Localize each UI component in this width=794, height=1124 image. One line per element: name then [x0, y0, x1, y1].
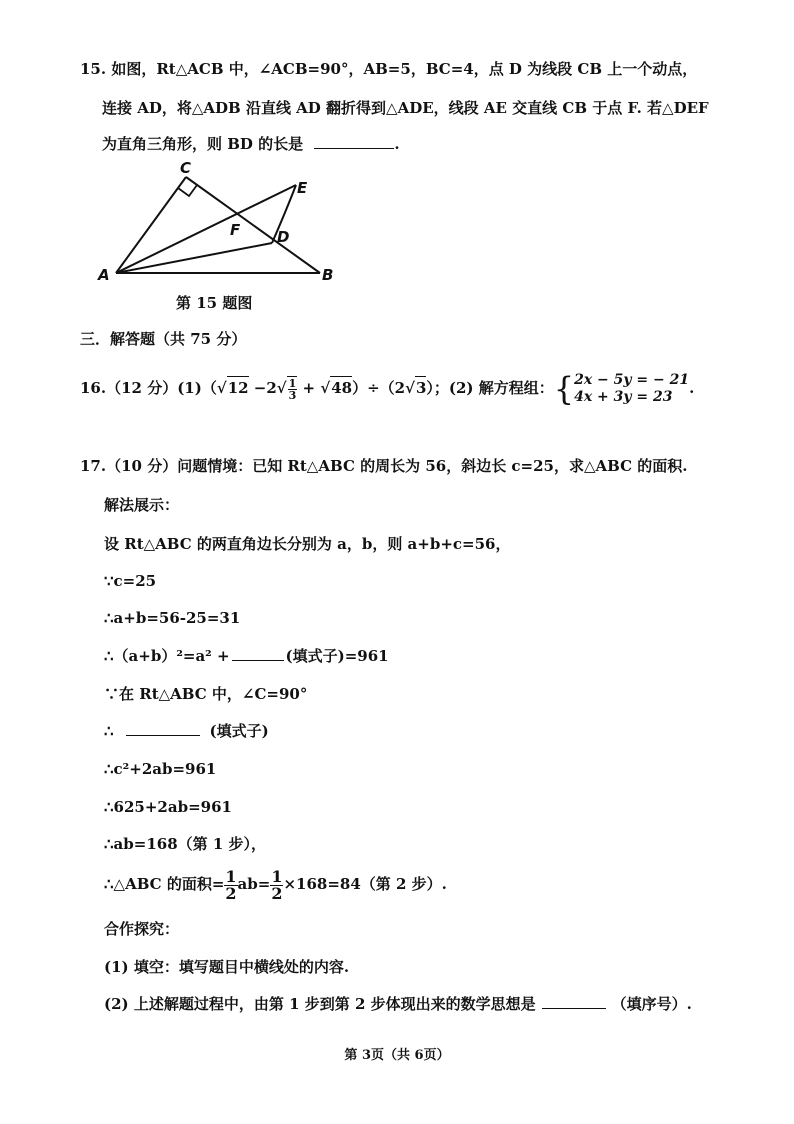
q16-plus: +	[297, 379, 321, 397]
q17-therefore: ∴	[104, 722, 114, 740]
q17-frac2-num: 1	[271, 866, 283, 886]
q16-frac-den: 3	[288, 388, 297, 402]
q17-step-2	[104, 868, 447, 902]
q17-frac1-num: 1	[225, 866, 237, 886]
q17-step-square	[104, 645, 389, 667]
q17-step-set: 设 Rt△ABC 的两直角边长分别为 a，b，则 a+b+c=56，	[104, 535, 511, 553]
q17-frac2-den: 2	[271, 883, 283, 903]
q17-square-end: (填式子)=961	[285, 647, 389, 665]
q16-end: .	[689, 379, 695, 397]
q17-step-sum: ∴a+b=56-25=31	[104, 609, 241, 627]
q17-area-text: ∴△ABC 的面积=	[104, 875, 225, 893]
equation-1: 2x − 5y = − 21	[574, 372, 690, 388]
q17-blank-2[interactable]	[126, 721, 200, 736]
section-heading: 三．解答题（共 75 分）	[80, 330, 247, 348]
q16-minus2: −2	[248, 379, 277, 397]
equation-system	[574, 372, 689, 406]
q17-part-1: (1) 填空：填写题目中横线处的内容.	[104, 958, 350, 976]
label-a: A	[98, 266, 110, 284]
equation-2: 4x + 3y = 23	[574, 389, 673, 405]
q17-method-heading: 解法展示：	[104, 496, 180, 514]
system-brace: {	[553, 370, 575, 408]
q15-line1: 15. 如图，Rt△ACB 中，∠ACB=90°，AB=5，BC=4，点 D 为线段 CB 上一个动点，	[80, 60, 698, 78]
q16-part2: ）；(2) 解方程组：	[426, 379, 554, 397]
segment-ad	[116, 243, 272, 273]
q16-close: ）÷（2	[352, 379, 406, 397]
q17-step-expand: ∴c²+2ab=961	[104, 760, 217, 778]
q17-area-result: ×168=84（第 2 步）.	[283, 875, 447, 893]
q16-sqrt-12: 12	[227, 376, 249, 399]
q15-line3-text: 为直角三角形，则 BD 的长是	[102, 135, 304, 153]
segment-ac	[116, 177, 186, 273]
segment-ae	[116, 185, 296, 273]
right-angle-marker	[178, 185, 197, 196]
q16-sqrt-frac	[287, 376, 298, 401]
q17-step-c: ∵c=25	[104, 572, 157, 590]
label-f: F	[230, 221, 241, 239]
q16-prefix: 16.（12 分）(1)（	[80, 379, 217, 397]
figure-caption: 第 15 题图	[176, 294, 253, 312]
label-d: D	[277, 228, 290, 246]
q17-line1: 17.（10 分）问题情境：已知 Rt△ABC 的周长为 56，斜边长 c=25，求△ABC 的面积.	[80, 457, 688, 475]
q17-step-1: ∴ab=168（第 1 步），	[104, 835, 267, 853]
q17-frac1-den: 2	[225, 883, 237, 903]
label-e: E	[297, 179, 308, 197]
q17-blank-3[interactable]	[542, 994, 606, 1009]
q17-part-2	[104, 993, 692, 1015]
q17-area-ab: ab=	[237, 875, 271, 893]
q17-part2-end: （填序号）.	[611, 995, 692, 1013]
q17-fill-hint: (填式子)	[209, 722, 269, 740]
q15-figure	[90, 155, 350, 285]
label-c: C	[180, 159, 192, 177]
q17-step-pythagoras	[104, 720, 269, 742]
q17-coop-heading: 合作探究：	[104, 920, 180, 938]
q16-line: 16.（12 分）(1)（√12 −2√ $\frac{1}{3}$ + √48）÷（2√3）；(2) 解方程组：{ 2x − 5y = − 21 4x + 3y = 23 .	[80, 370, 695, 408]
q15-answer-blank[interactable]	[314, 134, 394, 149]
page-footer: 第 3页（共 6页）	[344, 1048, 450, 1063]
q17-square-text: ∴（a+b）²=a² +	[104, 647, 230, 665]
q15-line3-end: .	[394, 135, 400, 153]
q16-sqrt-48: 48	[330, 376, 352, 399]
q15-line2: 连接 AD，将△ADB 沿直线 AD 翻折得到△ADE，线段 AE 交直线 CB 于点 F. 若△DEF	[102, 99, 709, 117]
q17-step-right-angle: ∵在 Rt△ABC 中，∠C=90°	[104, 685, 308, 703]
label-b: B	[322, 266, 334, 284]
q17-blank-1[interactable]	[232, 646, 284, 661]
q15-line3	[102, 133, 400, 155]
q17-part2-text: (2) 上述解题过程中，由第 1 步到第 2 步体现出来的数学思想是	[104, 995, 536, 1013]
q16-sqrt-3: 3	[415, 376, 426, 399]
q16-frac-num: 1	[288, 376, 297, 390]
q17-step-substitute: ∴625+2ab=961	[104, 798, 232, 816]
